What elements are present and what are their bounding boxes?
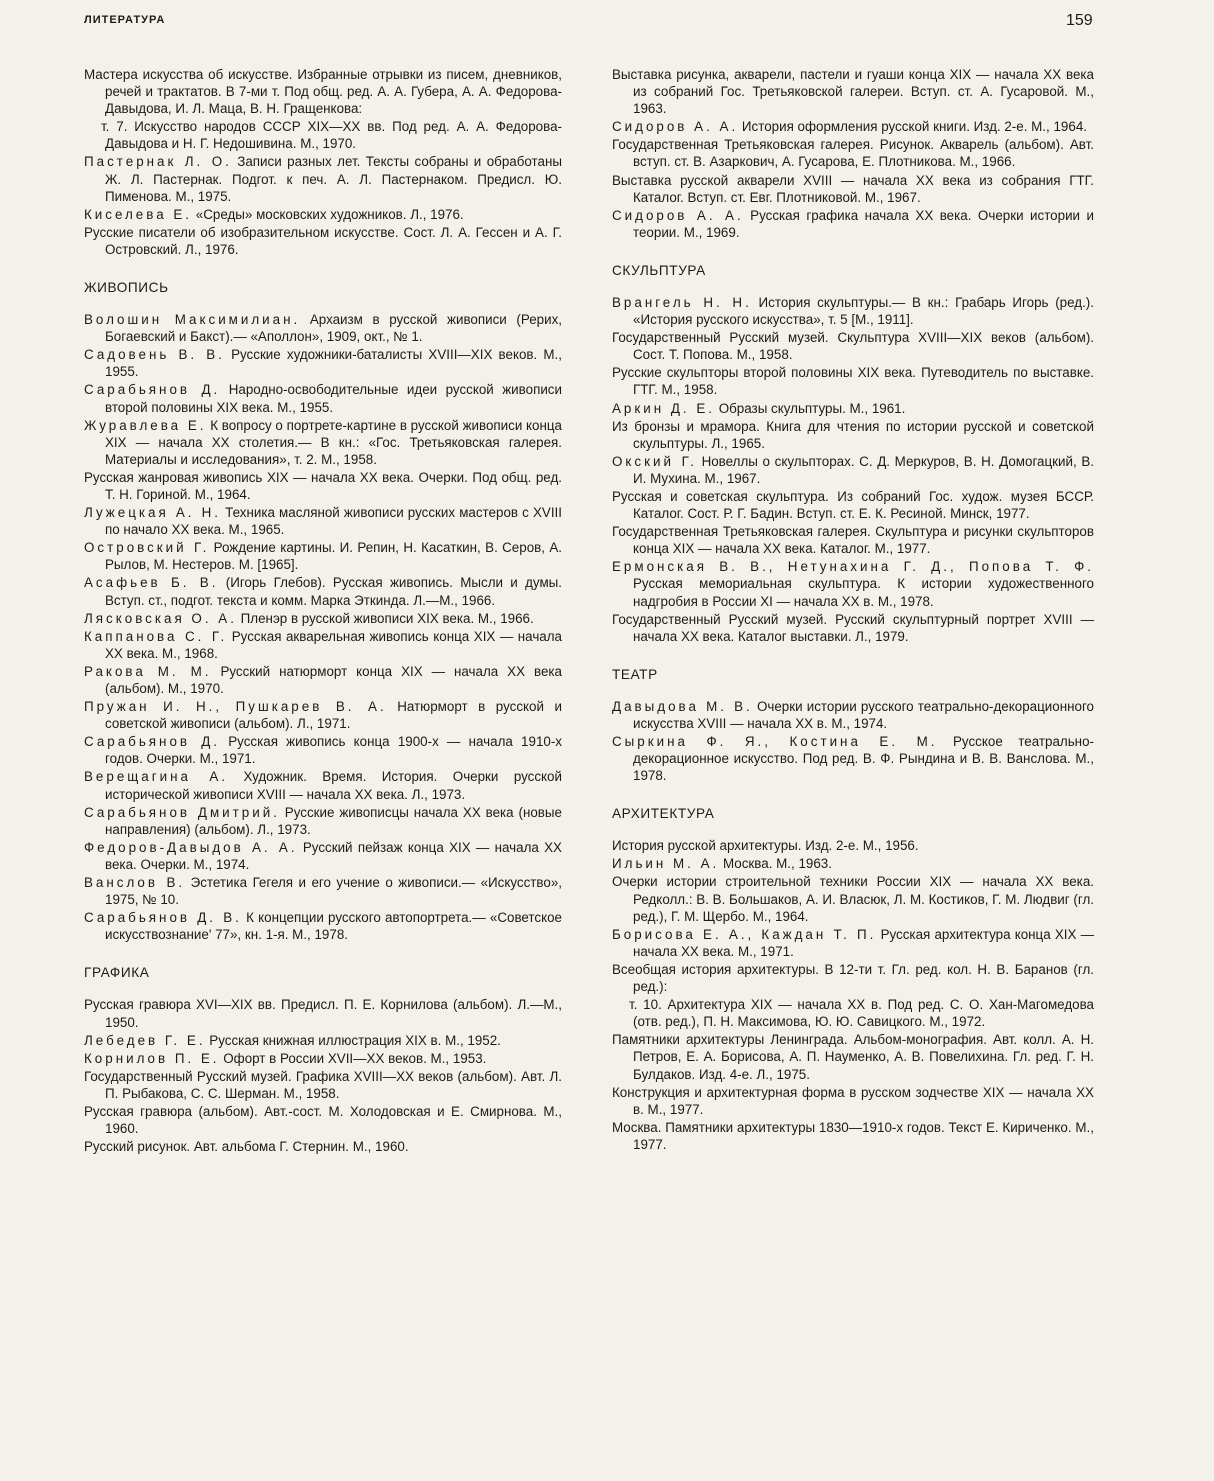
- bibliography-entry: [612, 400, 1094, 417]
- section-title-architecture: АРХИТЕКТУРА: [612, 806, 715, 822]
- bibliography-entry: [84, 610, 562, 627]
- entry-text: Государственный Русский музей. Скульптура XVIII—XIX веков (альбом). Сост. Т. Попова. М., 1958.: [612, 330, 1094, 363]
- entry-text: Русская акварельная живопись конца XIX — начала XX века. М., 1968.: [105, 628, 563, 661]
- bibliography-entry: [612, 1119, 1094, 1153]
- graphics-list-right: [612, 66, 1094, 241]
- section-title-graphics: ГРАФИКА: [84, 965, 150, 981]
- theatre-list: [612, 698, 1094, 784]
- entry-author: Пастернак Л. О.: [84, 154, 232, 170]
- entry-author: Давыдова М. В.: [612, 698, 753, 714]
- bibliography-entry: [84, 1138, 562, 1155]
- entry-author: Журавлева Е.: [84, 417, 207, 433]
- bibliography-entry: [612, 837, 1094, 854]
- entry-author: Сарабьянов Д.: [84, 382, 221, 398]
- bibliography-entry: [612, 364, 1094, 398]
- entry-text: Государственная Третьяковская галерея. Рисунок. Акварель (альбом). Авт. вступ. ст. В. Азаркович, А. Гусарова, Е. Плотникова. М., 1966.: [612, 137, 1094, 170]
- bibliography-entry: [612, 523, 1094, 557]
- right-column: [612, 66, 1094, 1154]
- entry-text: Памятники архитектуры Ленинграда. Альбом-монография. Авт. колл. А. Н. Петров, Е. А. Борисова, А. П. Науменко, А. В. Повелихина. Гл. ред. Г. Н. Булдаков. Изд. 4-е. Л., 1975.: [612, 1032, 1094, 1082]
- entry-text: Офорт в России XVII—XX веков. М., 1953.: [219, 1050, 487, 1066]
- graphics-list-left: [84, 996, 562, 1155]
- entry-text: Русская книжная иллюстрация XIX в. М., 1952.: [205, 1032, 501, 1048]
- bibliography-entry: [84, 1103, 562, 1137]
- entry-text: Русская графика начала XX века. Очерки истории и теории. М., 1969.: [633, 207, 1094, 240]
- bibliography-entry: [84, 311, 562, 345]
- bibliography-entry: [84, 996, 562, 1030]
- bibliography-entry: [612, 873, 1094, 924]
- architecture-list: [612, 837, 1094, 1153]
- entry-author: Верещагина А.: [84, 769, 229, 785]
- bibliography-entry: [612, 961, 1094, 995]
- bibliography-entry: [612, 733, 1094, 784]
- bibliography-entry: [612, 698, 1094, 732]
- entry-author: Сарабьянов Д. В.: [84, 910, 242, 926]
- entry-text: «Среды» московских художников. Л., 1976.: [192, 206, 464, 222]
- entry-author: Федоров-Давыдов А. А.: [84, 839, 298, 855]
- entry-author: Врангель Н. Н.: [612, 294, 752, 310]
- entry-text: Техника масляной живописи русских мастеров с XVIII по начало XX века. М., 1965.: [105, 505, 562, 538]
- entry-text: Русская живопись конца 1900-х — начала 1910-х годов. Очерки. М., 1971.: [105, 734, 562, 767]
- entry-text: Пленэр в русской живописи XIX века. М., 1966.: [236, 610, 534, 626]
- bibliography-entry: [84, 224, 562, 258]
- bibliography-entry: [612, 118, 1094, 135]
- entry-author: Садовень В. В.: [84, 347, 225, 363]
- bibliography-entry: [612, 329, 1094, 363]
- bibliography-entry: [612, 926, 1094, 960]
- bibliography-entry: [84, 768, 562, 802]
- entry-text: Русский рисунок. Авт. альбома Г. Стернин. М., 1960.: [84, 1139, 409, 1155]
- bibliography-entry: [84, 804, 562, 838]
- entry-author: Сыркина Ф. Я., Костина Е. М.: [612, 734, 938, 749]
- entry-text: Выставка рисунка, акварели, пастели и гуаши конца XIX — начала XX века из собраний Гос. Третьяковской галереи. Вступ. ст. А. Гусаровой. М., 1963.: [612, 67, 1094, 117]
- bibliography-entry: [84, 539, 562, 573]
- entry-text: Государственный Русский музей. Графика XVIII—XX веков (альбом). Авт. Л. П. Рыбакова, С. С. Шерман. М., 1958.: [84, 1068, 562, 1101]
- entry-text: Художник. Время. История. Очерки русской исторической живописи XVIII — начала XX века. Л., 1973.: [105, 769, 562, 802]
- entry-author: Лясковская О. А.: [84, 610, 237, 626]
- bibliography-entry: [612, 207, 1094, 241]
- bibliography-entry: [612, 66, 1094, 117]
- entry-author: Окский Г.: [612, 453, 697, 469]
- entry-text: К вопросу о портрете-картине в русской живописи конца XIX — начала XX столетия.— В кн.: «Гос. Третьяковская галерея. Материалы и исследования», т. 2. М., 1958.: [105, 417, 563, 467]
- bibliography-entry: [84, 1068, 562, 1102]
- bibliography-entry: [612, 611, 1094, 645]
- entry-text: Русские художники-баталисты XVIII—XIX веков. М., 1955.: [105, 347, 562, 380]
- entry-author: Аркин Д. Е.: [612, 400, 715, 416]
- bibliography-entry: [84, 733, 562, 767]
- entry-text: Москва. М., 1963.: [719, 856, 832, 872]
- entry-text: История русской архитектуры. Изд. 2-е. М., 1956.: [612, 838, 919, 854]
- entry-text: т. 7. Искусство народов СССР XIX—XX вв. Под ред. А. А. Федорова-Давыдова и Н. Г. Недошивина. М., 1970.: [101, 119, 562, 152]
- sculpture-list: [612, 294, 1094, 645]
- entry-text: т. 10. Архитектура XIX — начала XX в. Под ред. С. О. Хан-Магомедова (отв. ред.), П. Н. Максимова, Ю. Ю. Савицкого. М., 1972.: [629, 997, 1094, 1030]
- entry-text: Русский пейзаж конца XIX — начала XX века. Очерки. М., 1974.: [105, 839, 562, 872]
- bibliography-entry: [612, 418, 1094, 452]
- entry-text: К концепции русского автопортрета.— «Советское искусствознание' 77», кн. 1-я. М., 1978.: [105, 910, 563, 943]
- bibliography-entry: [84, 417, 562, 468]
- bibliography-entry: [84, 698, 562, 732]
- entry-text: Образы скульптуры. М., 1961.: [715, 400, 906, 416]
- entry-author: Сарабьянов Д.: [84, 734, 221, 750]
- entry-text: Русское театрально-декорационное искусство. Под ред. В. Ф. Рындина и В. В. Ванслова. М., 1978.: [633, 734, 1094, 784]
- entry-author: Корнилов П. Е.: [84, 1050, 220, 1066]
- intro-list: [84, 66, 562, 258]
- entry-text: История оформления русской книги. Изд. 2-е. М., 1964.: [738, 119, 1087, 135]
- bibliography-entry: [612, 488, 1094, 522]
- bibliography-entry: [612, 558, 1094, 609]
- entry-text: Москва. Памятники архитектуры 1830—1910-х годов. Текст Е. Кириченко. М., 1977.: [612, 1119, 1094, 1152]
- bibliography-entry: [612, 996, 1094, 1030]
- running-head: ЛИТЕРАТУРА: [84, 14, 166, 26]
- entry-text: Государственная Третьяковская галерея. Скульптура и рисунки скульпторов конца XIX — начала XX века. Каталог. М., 1977.: [612, 524, 1094, 557]
- section-title-theatre: ТЕАТР: [612, 666, 658, 682]
- bibliography-entry: [612, 1084, 1094, 1118]
- entry-text: Выставка русской акварели XVIII — начала XX века из собрания ГТГ. Каталог. Вступ. ст. Евг. Плотниковой. М., 1967.: [612, 172, 1094, 205]
- left-column: [84, 66, 562, 1156]
- entry-text: Новеллы о скульпторах. С. Д. Меркуров, В. Н. Домогацкий, В. И. Мухина. М., 1967.: [633, 453, 1094, 486]
- entry-text: Конструкция и архитектурная форма в русском зодчестве XIX — начала XX в. М., 1977.: [612, 1084, 1094, 1117]
- entry-text: Русская гравюра (альбом). Авт.-сост. М. Холодовская и Е. Смирнова. М., 1960.: [84, 1103, 562, 1137]
- bibliography-entry: [84, 874, 562, 908]
- entry-text: (Игорь Глебов). Русская живопись. Мысли и думы. Вступ. ст., подгот. текста и комм. Марка Эткинда. Л.—М., 1966.: [105, 575, 563, 608]
- entry-text: Русская архитектура конца XIX — начала XX века. М., 1971.: [633, 926, 1094, 959]
- entry-author: Лебедев Г. Е.: [84, 1032, 206, 1048]
- entry-author: Волошин Максимилиан.: [84, 312, 301, 328]
- entry-text: История скульптуры.— В кн.: Грабарь Игорь (ред.). «История русского искусства», т. 5 [М., 1911].: [633, 294, 1094, 328]
- entry-author: Лужецкая А. Н.: [84, 505, 222, 521]
- bibliography-entry: [84, 663, 562, 697]
- bibliography-entry: [84, 469, 562, 503]
- entry-author: Ильин М. А.: [612, 856, 720, 872]
- entry-text: Русские скульпторы второй половины XIX века. Путеводитель по выставке. ГТГ. М., 1958.: [612, 365, 1094, 398]
- bibliography-entry: [612, 1031, 1094, 1082]
- entry-text: Русская жанровая живопись XIX — начала XX века. Очерки. Под общ. ред. Т. Н. Гориной. М., 1964.: [84, 469, 562, 502]
- section-title-sculpture: СКУЛЬПТУРА: [612, 262, 706, 278]
- entry-text: Государственный Русский музей. Русский скульптурный портрет XVIII — начала XX века. Каталог выставки. Л., 1979.: [612, 611, 1094, 644]
- bibliography-entry: [84, 381, 562, 415]
- entry-author: Островский Г.: [84, 540, 210, 556]
- entry-author: Киселева Е.: [84, 206, 193, 222]
- entry-text: Архаизм в русской живописи (Рерих, Богаевский и Бакст).— «Аполлон», 1909, окт., № 1.: [105, 312, 562, 345]
- bibliography-entry: [612, 855, 1094, 872]
- entry-author: Сарабьянов Дмитрий.: [84, 804, 280, 820]
- bibliography-entry: [84, 66, 562, 117]
- entry-text: Очерки истории строительной техники России XIX — начала XX века. Редколл.: В. В. Большаков, А. И. Власюк, Л. М. Костиков, Г. М. Людвиг (гл. ред.), Г. М. Щербо. М., 1964.: [612, 874, 1094, 924]
- bibliography-entry: [612, 172, 1094, 206]
- entry-text: Очерки истории русского театрально-декорационного искусства XVIII — начала XX в. М., 1974.: [633, 698, 1094, 731]
- entry-text: Русские писатели об изобразительном искусстве. Сост. Л. А. Гессен и А. Г. Островский. Л., 1976.: [84, 224, 562, 257]
- bibliography-entry: [612, 136, 1094, 170]
- entry-text: Русская гравюра XVI—XIX вв. Предисл. П. Е. Корнилова (альбом). Л.—М., 1950.: [84, 997, 562, 1030]
- bibliography-entry: [84, 1050, 562, 1067]
- entry-author: Ермонская В. В., Нетунахина Г. Д., Попова Т. Ф.: [612, 559, 1094, 575]
- bibliography-entry: [84, 504, 562, 538]
- bibliography-entry: [84, 346, 562, 380]
- entry-text: Эстетика Гегеля и его учение о живописи.— «Искусство», 1975, № 10.: [105, 875, 562, 908]
- entry-text: Рождение картины. И. Репин, Н. Касаткин, В. Серов, А. Рылов, М. Нестеров. М. [1965].: [105, 540, 562, 573]
- painting-list: [84, 311, 562, 943]
- entry-author: Каппанова С. Г.: [84, 628, 228, 644]
- bibliography-entry: [84, 574, 562, 608]
- entry-text: Русский натюрморт конца XIX — начала XX века (альбом). М., 1970.: [105, 663, 563, 696]
- entry-text: Мастера искусства об искусстве. Избранные отрывки из писем, дневников, речей и трактатов. В 7-ми т. Под общ. ред. А. А. Губера, А. А. Федорова-Давыдова, И. Л. Маца, В. Н. Гращенкова:: [84, 67, 562, 117]
- bibliography-entry: [612, 294, 1094, 328]
- entry-text: Из бронзы и мрамора. Книга для чтения по истории русской и советской скульптуры. Л., 1965.: [612, 418, 1094, 451]
- entry-text: Русская мемориальная скульптура. К истории художественного надгробия в России XI — начала XX в. М., 1978.: [633, 576, 1094, 609]
- bibliography-entry: [84, 1032, 562, 1049]
- entry-author: Ракова М. М.: [84, 663, 212, 679]
- page-number: 159: [1066, 12, 1093, 29]
- entry-text: Русские живописцы начала XX века (новые направления) (альбом). Л., 1973.: [105, 804, 562, 837]
- entry-text: Записи разных лет. Тексты собраны и обработаны Ж. Л. Пастернак. Подгот. к печ. А. Л. Пастернаком. Предисл. Ю. Пименова. М., 1975.: [105, 154, 562, 204]
- entry-author: Асафьев Б. В.: [84, 575, 219, 591]
- bibliography-entry: [84, 909, 562, 943]
- entry-text: Натюрморт в русской и советской живописи (альбом). Л., 1971.: [105, 699, 562, 732]
- entry-author: Пружан И. Н., Пушкарев В. А.: [84, 699, 387, 715]
- bibliography-entry: [84, 628, 562, 662]
- bibliography-entry: [84, 206, 562, 223]
- bibliography-entry: [84, 153, 562, 204]
- entry-author: Борисова Е. А., Каждан Т. П.: [612, 926, 877, 942]
- entry-author: Сидоров А. А.: [612, 119, 739, 135]
- section-title-painting: ЖИВОПИСЬ: [84, 280, 169, 296]
- bibliography-entry: [612, 453, 1094, 487]
- entry-author: Сидоров А. А.: [612, 207, 744, 223]
- entry-author: Ванслов В.: [84, 875, 186, 891]
- bibliography-entry: [84, 118, 562, 152]
- bibliography-entry: [84, 839, 562, 873]
- entry-text: Народно-освободительные идеи русской живописи второй половины XIX века. М., 1955.: [105, 382, 562, 415]
- entry-text: Всеобщая история архитектуры. В 12-ти т. Гл. ред. кол. Н. В. Баранов (гл. ред.):: [612, 961, 1094, 995]
- entry-text: Русская и советская скульптура. Из собраний Гос. худож. музея БССР. Каталог. Сост. Р. Г. Бадин. Вступ. ст. Е. К. Ресиной. Минск, 1977.: [612, 488, 1094, 522]
